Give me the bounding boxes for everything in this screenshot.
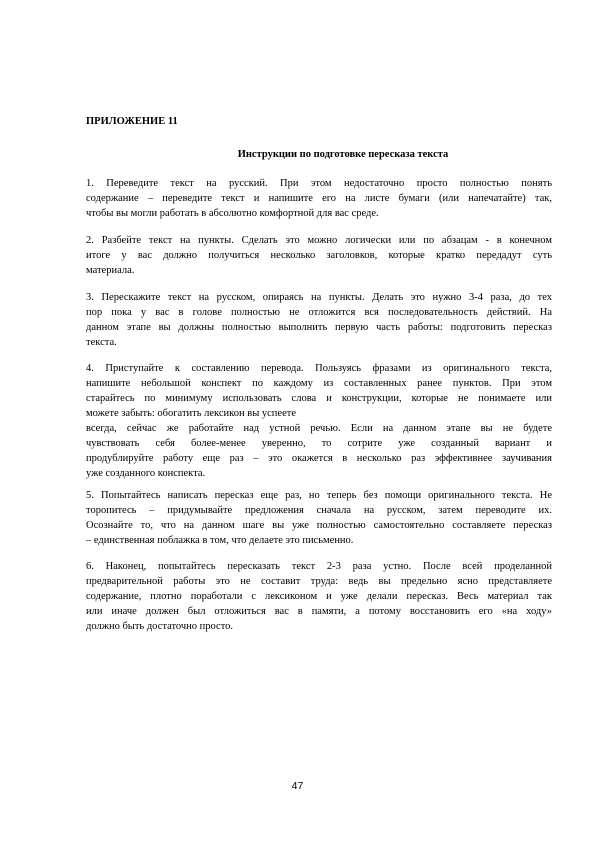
text-line: итоге у вас должно получиться несколько заголовков, которые кратко передадут суть: [86, 250, 552, 261]
text-line: чувствовать себя более-менее уверенно, то сотрите уже созданный вариант и: [86, 438, 552, 449]
page-number: 47: [291, 780, 304, 792]
text-line: Осознайте то, что на данном шаге вы уже полностью самостоятельно составляете пересказ: [86, 520, 552, 531]
page-title: Инструкции по подготовке пересказа текста: [237, 149, 449, 160]
text-line: содержание – переведите текст и напишите его на листе бумаги (или напечатайте) так,: [86, 193, 552, 204]
text-line: старайтесь по минимуму использовать слова и конструкции, которые не понимаете или: [86, 393, 552, 404]
paragraph-4: [86, 361, 552, 481]
text-line: торопитесь – придумывайте предложения сначала на русском, затем переводите их.: [86, 505, 552, 516]
paragraph-2: [86, 233, 552, 278]
text-line: содержание, плотно поработали с лексиконом и уже делали пересказ. Весь материал так: [86, 591, 552, 602]
text-line: – единственная поблажка в том, что делаете это письменно.: [86, 535, 354, 546]
text-line: напишите небольшой конспект по каждому из составленных ранее пунктов. При этом: [86, 378, 552, 389]
text-line: продублируйте работу еще раз – это окажется в несколько раз эффективнее заучивания: [86, 453, 552, 464]
text-line: 3. Перескажите текст на русском, опираясь на пункты. Делать это нужно 3-4 раза, до тех: [86, 292, 552, 303]
paragraph-1: [86, 176, 552, 221]
text-line: всегда, сейчас же работайте над устной речью. Если на данном этапе вы не будете: [86, 423, 552, 434]
text-line: должно быть достаточно просто.: [86, 621, 234, 632]
text-line: или иначе должен был отложиться вас в памяти, а потому восстановить его «на ходу»: [86, 606, 552, 617]
text-line: чтобы вы могли работать в абсолютно комфортной для вас среде.: [86, 208, 379, 219]
appendix-label: ПРИЛОЖЕНИЕ 11: [86, 116, 178, 127]
text-line: 2. Разбейте текст на пункты. Сделать это можно логически или по абзацам - в конечном: [86, 235, 552, 246]
text-line: предварительной работы это не составит труда: ведь вы предельно ясно представляете: [86, 576, 552, 587]
paragraph-3: [86, 290, 552, 350]
text-line: 5. Попытайтесь написать пересказ еще раз, но теперь без помощи оригинального текста. Не: [86, 490, 552, 501]
text-line: 6. Наконец, попытайтесь пересказать текст 2-3 раза устно. После всей проделанной: [86, 561, 552, 572]
text-line: данном этапе вы должны полностью выполнить первую часть работы: подготовить пересказ: [86, 322, 552, 333]
paragraph-5: [86, 488, 552, 548]
text-line: материала.: [86, 265, 135, 276]
text-line: 4. Приступайте к составлению перевода. Пользуясь фразами из оригинального текста,: [86, 363, 552, 374]
text-line: текста.: [86, 337, 117, 348]
text-line: уже созданного конспекта.: [86, 468, 206, 479]
text-line: можете забыть: обогатить лексикон вы успеете: [86, 408, 296, 419]
text-line: 1. Переведите текст на русский. При этом недостаточно просто полностью понять: [86, 178, 552, 189]
text-line: пор пока у вас в голове полностью не отложится вся последовательность действий. На: [86, 307, 552, 318]
paragraph-6: [86, 559, 552, 634]
